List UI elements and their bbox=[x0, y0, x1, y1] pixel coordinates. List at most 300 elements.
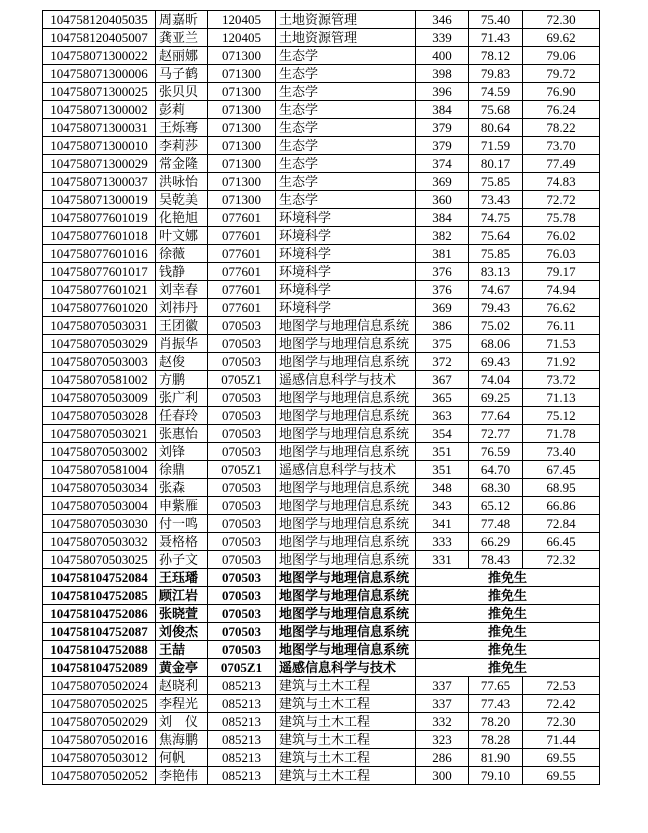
major-name-cell: 建筑与土木工程 bbox=[276, 677, 416, 695]
major-code-cell: 071300 bbox=[208, 65, 276, 83]
candidate-name-cell: 王烁骞 bbox=[156, 119, 208, 137]
major-name-cell: 建筑与土木工程 bbox=[276, 731, 416, 749]
major-code-cell: 070503 bbox=[208, 317, 276, 335]
retest-score-cell: 77.43 bbox=[469, 695, 523, 713]
candidate-id-cell: 104758104752089 bbox=[43, 659, 156, 677]
initial-score-cell: 348 bbox=[416, 479, 469, 497]
candidate-row bbox=[43, 173, 600, 191]
candidate-id-cell: 104758070503029 bbox=[43, 335, 156, 353]
major-code-cell: 071300 bbox=[208, 119, 276, 137]
candidate-name-cell: 吴乾美 bbox=[156, 191, 208, 209]
total-score-cell: 76.03 bbox=[523, 245, 600, 263]
candidate-name-cell: 李艳伟 bbox=[156, 767, 208, 785]
candidate-row bbox=[43, 83, 600, 101]
total-score-cell: 71.13 bbox=[523, 389, 600, 407]
candidate-id-cell: 104758071300022 bbox=[43, 47, 156, 65]
retest-score-cell: 71.59 bbox=[469, 137, 523, 155]
retest-score-cell: 80.17 bbox=[469, 155, 523, 173]
major-name-cell: 环境科学 bbox=[276, 227, 416, 245]
candidate-row bbox=[43, 731, 600, 749]
candidate-row bbox=[43, 227, 600, 245]
total-score-cell: 72.42 bbox=[523, 695, 600, 713]
retest-score-cell: 75.85 bbox=[469, 245, 523, 263]
total-score-cell: 73.40 bbox=[523, 443, 600, 461]
candidate-row bbox=[43, 713, 600, 731]
major-code-cell: 070503 bbox=[208, 353, 276, 371]
candidate-row bbox=[43, 677, 600, 695]
major-code-cell: 070503 bbox=[208, 587, 276, 605]
candidate-name-cell: 赵俊 bbox=[156, 353, 208, 371]
initial-score-cell: 365 bbox=[416, 389, 469, 407]
major-name-cell: 地图学与地理信息系统 bbox=[276, 353, 416, 371]
candidate-name-cell: 叶文娜 bbox=[156, 227, 208, 245]
candidate-name-cell: 付一鸣 bbox=[156, 515, 208, 533]
retest-score-cell: 75.02 bbox=[469, 317, 523, 335]
retest-score-cell: 77.65 bbox=[469, 677, 523, 695]
candidate-id-cell: 104758077601019 bbox=[43, 209, 156, 227]
major-code-cell: 070503 bbox=[208, 443, 276, 461]
candidate-id-cell: 104758070503032 bbox=[43, 533, 156, 551]
initial-score-cell: 333 bbox=[416, 533, 469, 551]
total-score-cell: 71.92 bbox=[523, 353, 600, 371]
initial-score-cell: 341 bbox=[416, 515, 469, 533]
candidate-name-cell: 刘祎丹 bbox=[156, 299, 208, 317]
initial-score-cell: 343 bbox=[416, 497, 469, 515]
major-code-cell: 071300 bbox=[208, 191, 276, 209]
candidate-name-cell: 赵丽娜 bbox=[156, 47, 208, 65]
major-code-cell: 085213 bbox=[208, 695, 276, 713]
candidate-row bbox=[43, 767, 600, 785]
candidate-name-cell: 焦海鹏 bbox=[156, 731, 208, 749]
candidate-id-cell: 104758070503002 bbox=[43, 443, 156, 461]
retest-score-cell: 79.83 bbox=[469, 65, 523, 83]
retest-score-cell: 78.20 bbox=[469, 713, 523, 731]
retest-score-cell: 81.90 bbox=[469, 749, 523, 767]
retest-score-cell: 74.75 bbox=[469, 209, 523, 227]
total-score-cell: 74.83 bbox=[523, 173, 600, 191]
candidate-id-cell: 104758070503030 bbox=[43, 515, 156, 533]
total-score-cell: 73.72 bbox=[523, 371, 600, 389]
major-code-cell: 085213 bbox=[208, 713, 276, 731]
major-name-cell: 生态学 bbox=[276, 101, 416, 119]
major-code-cell: 070503 bbox=[208, 623, 276, 641]
retest-score-cell: 77.48 bbox=[469, 515, 523, 533]
initial-score-cell: 369 bbox=[416, 299, 469, 317]
exempt-status-cell: 推免生 bbox=[416, 623, 600, 641]
candidate-id-cell: 104758104752086 bbox=[43, 605, 156, 623]
candidate-row bbox=[43, 299, 600, 317]
total-score-cell: 76.02 bbox=[523, 227, 600, 245]
major-code-cell: 071300 bbox=[208, 137, 276, 155]
major-name-cell: 地图学与地理信息系统 bbox=[276, 407, 416, 425]
initial-score-cell: 386 bbox=[416, 317, 469, 335]
candidate-id-cell: 104758070502052 bbox=[43, 767, 156, 785]
candidate-row bbox=[43, 443, 600, 461]
candidate-id-cell: 104758071300002 bbox=[43, 101, 156, 119]
exempt-candidate-row bbox=[43, 623, 600, 641]
major-name-cell: 地图学与地理信息系统 bbox=[276, 479, 416, 497]
initial-score-cell: 363 bbox=[416, 407, 469, 425]
exempt-status-cell: 推免生 bbox=[416, 587, 600, 605]
major-name-cell: 地图学与地理信息系统 bbox=[276, 335, 416, 353]
major-code-cell: 071300 bbox=[208, 101, 276, 119]
retest-score-cell: 80.64 bbox=[469, 119, 523, 137]
candidate-row bbox=[43, 245, 600, 263]
initial-score-cell: 360 bbox=[416, 191, 469, 209]
exempt-candidate-row bbox=[43, 641, 600, 659]
initial-score-cell: 400 bbox=[416, 47, 469, 65]
retest-score-cell: 73.43 bbox=[469, 191, 523, 209]
major-name-cell: 地图学与地理信息系统 bbox=[276, 587, 416, 605]
major-code-cell: 0705Z1 bbox=[208, 659, 276, 677]
candidate-id-cell: 104758071300037 bbox=[43, 173, 156, 191]
retest-score-cell: 69.25 bbox=[469, 389, 523, 407]
candidate-id-cell: 104758071300031 bbox=[43, 119, 156, 137]
exempt-candidate-row bbox=[43, 569, 600, 587]
retest-score-cell: 74.04 bbox=[469, 371, 523, 389]
initial-score-cell: 376 bbox=[416, 281, 469, 299]
candidate-id-cell: 104758070502016 bbox=[43, 731, 156, 749]
candidate-name-cell: 王团徽 bbox=[156, 317, 208, 335]
candidate-id-cell: 104758070503009 bbox=[43, 389, 156, 407]
candidate-name-cell: 张惠怡 bbox=[156, 425, 208, 443]
initial-score-cell: 381 bbox=[416, 245, 469, 263]
candidate-row bbox=[43, 497, 600, 515]
initial-score-cell: 369 bbox=[416, 173, 469, 191]
candidate-row bbox=[43, 461, 600, 479]
initial-score-cell: 398 bbox=[416, 65, 469, 83]
candidate-id-cell: 104758104752085 bbox=[43, 587, 156, 605]
candidate-name-cell: 刘锋 bbox=[156, 443, 208, 461]
total-score-cell: 72.30 bbox=[523, 11, 600, 29]
candidate-row bbox=[43, 371, 600, 389]
retest-score-cell: 66.29 bbox=[469, 533, 523, 551]
candidate-row bbox=[43, 695, 600, 713]
major-code-cell: 0705Z1 bbox=[208, 461, 276, 479]
retest-score-cell: 77.64 bbox=[469, 407, 523, 425]
retest-score-cell: 78.12 bbox=[469, 47, 523, 65]
total-score-cell: 68.95 bbox=[523, 479, 600, 497]
candidate-name-cell: 李莉莎 bbox=[156, 137, 208, 155]
retest-score-cell: 69.43 bbox=[469, 353, 523, 371]
major-name-cell: 建筑与土木工程 bbox=[276, 695, 416, 713]
exempt-candidate-row bbox=[43, 587, 600, 605]
candidate-row bbox=[43, 263, 600, 281]
retest-score-cell: 75.68 bbox=[469, 101, 523, 119]
initial-score-cell: 339 bbox=[416, 29, 469, 47]
candidate-id-cell: 104758070503025 bbox=[43, 551, 156, 569]
candidate-name-cell: 彭莉 bbox=[156, 101, 208, 119]
total-score-cell: 67.45 bbox=[523, 461, 600, 479]
initial-score-cell: 337 bbox=[416, 677, 469, 695]
candidate-id-cell: 104758077601020 bbox=[43, 299, 156, 317]
candidate-name-cell: 徐薇 bbox=[156, 245, 208, 263]
candidate-id-cell: 104758120405007 bbox=[43, 29, 156, 47]
major-name-cell: 环境科学 bbox=[276, 209, 416, 227]
candidate-name-cell: 张森 bbox=[156, 479, 208, 497]
total-score-cell: 75.78 bbox=[523, 209, 600, 227]
candidate-name-cell: 张广利 bbox=[156, 389, 208, 407]
candidate-row bbox=[43, 551, 600, 569]
candidate-name-cell: 赵晓利 bbox=[156, 677, 208, 695]
total-score-cell: 79.72 bbox=[523, 65, 600, 83]
candidate-id-cell: 104758070502024 bbox=[43, 677, 156, 695]
candidate-row bbox=[43, 335, 600, 353]
retest-score-cell: 68.30 bbox=[469, 479, 523, 497]
initial-score-cell: 375 bbox=[416, 335, 469, 353]
initial-score-cell: 396 bbox=[416, 83, 469, 101]
retest-score-cell: 68.06 bbox=[469, 335, 523, 353]
initial-score-cell: 379 bbox=[416, 137, 469, 155]
candidate-name-cell: 方鹏 bbox=[156, 371, 208, 389]
major-name-cell: 生态学 bbox=[276, 83, 416, 101]
major-name-cell: 遥感信息科学与技术 bbox=[276, 371, 416, 389]
candidate-name-cell: 钱静 bbox=[156, 263, 208, 281]
initial-score-cell: 351 bbox=[416, 461, 469, 479]
major-code-cell: 071300 bbox=[208, 173, 276, 191]
candidate-name-cell: 张晓萱 bbox=[156, 605, 208, 623]
retest-score-cell: 74.67 bbox=[469, 281, 523, 299]
candidate-row bbox=[43, 425, 600, 443]
major-code-cell: 070503 bbox=[208, 569, 276, 587]
candidate-name-cell: 常金隆 bbox=[156, 155, 208, 173]
major-code-cell: 0705Z1 bbox=[208, 371, 276, 389]
major-code-cell: 085213 bbox=[208, 731, 276, 749]
major-code-cell: 070503 bbox=[208, 389, 276, 407]
major-code-cell: 077601 bbox=[208, 281, 276, 299]
candidate-id-cell: 104758071300006 bbox=[43, 65, 156, 83]
major-code-cell: 070503 bbox=[208, 641, 276, 659]
retest-score-cell: 79.43 bbox=[469, 299, 523, 317]
major-name-cell: 地图学与地理信息系统 bbox=[276, 569, 416, 587]
initial-score-cell: 286 bbox=[416, 749, 469, 767]
candidate-row bbox=[43, 47, 600, 65]
major-name-cell: 建筑与土木工程 bbox=[276, 749, 416, 767]
candidate-name-cell: 肖振华 bbox=[156, 335, 208, 353]
candidate-id-cell: 104758077601017 bbox=[43, 263, 156, 281]
retest-score-cell: 74.59 bbox=[469, 83, 523, 101]
candidate-name-cell: 刘俊杰 bbox=[156, 623, 208, 641]
total-score-cell: 74.94 bbox=[523, 281, 600, 299]
initial-score-cell: 354 bbox=[416, 425, 469, 443]
candidate-id-cell: 104758077601021 bbox=[43, 281, 156, 299]
candidate-name-cell: 孙子文 bbox=[156, 551, 208, 569]
retest-score-cell: 64.70 bbox=[469, 461, 523, 479]
candidate-name-cell: 顾江岩 bbox=[156, 587, 208, 605]
total-score-cell: 66.45 bbox=[523, 533, 600, 551]
candidate-name-cell: 化艳旭 bbox=[156, 209, 208, 227]
exempt-status-cell: 推免生 bbox=[416, 569, 600, 587]
total-score-cell: 76.62 bbox=[523, 299, 600, 317]
candidate-id-cell: 104758104752088 bbox=[43, 641, 156, 659]
major-code-cell: 077601 bbox=[208, 245, 276, 263]
major-name-cell: 地图学与地理信息系统 bbox=[276, 497, 416, 515]
major-name-cell: 地图学与地理信息系统 bbox=[276, 425, 416, 443]
total-score-cell: 75.12 bbox=[523, 407, 600, 425]
initial-score-cell: 331 bbox=[416, 551, 469, 569]
candidate-name-cell: 任春玲 bbox=[156, 407, 208, 425]
major-name-cell: 生态学 bbox=[276, 155, 416, 173]
candidate-id-cell: 104758070503028 bbox=[43, 407, 156, 425]
major-code-cell: 070503 bbox=[208, 605, 276, 623]
exempt-candidate-row bbox=[43, 605, 600, 623]
candidate-row bbox=[43, 209, 600, 227]
major-code-cell: 120405 bbox=[208, 29, 276, 47]
major-name-cell: 地图学与地理信息系统 bbox=[276, 389, 416, 407]
major-code-cell: 071300 bbox=[208, 47, 276, 65]
retest-score-cell: 75.40 bbox=[469, 11, 523, 29]
total-score-cell: 71.78 bbox=[523, 425, 600, 443]
candidate-name-cell: 申紫雁 bbox=[156, 497, 208, 515]
major-code-cell: 077601 bbox=[208, 299, 276, 317]
candidate-row bbox=[43, 155, 600, 173]
initial-score-cell: 367 bbox=[416, 371, 469, 389]
total-score-cell: 69.55 bbox=[523, 767, 600, 785]
candidate-id-cell: 104758070503004 bbox=[43, 497, 156, 515]
total-score-cell: 73.70 bbox=[523, 137, 600, 155]
major-name-cell: 地图学与地理信息系统 bbox=[276, 443, 416, 461]
candidate-row bbox=[43, 317, 600, 335]
initial-score-cell: 384 bbox=[416, 101, 469, 119]
major-name-cell: 地图学与地理信息系统 bbox=[276, 551, 416, 569]
major-code-cell: 070503 bbox=[208, 479, 276, 497]
candidate-row bbox=[43, 389, 600, 407]
candidate-row bbox=[43, 191, 600, 209]
major-name-cell: 土地资源管理 bbox=[276, 29, 416, 47]
candidate-id-cell: 104758070503034 bbox=[43, 479, 156, 497]
major-code-cell: 070503 bbox=[208, 425, 276, 443]
major-code-cell: 077601 bbox=[208, 209, 276, 227]
retest-score-cell: 78.43 bbox=[469, 551, 523, 569]
major-name-cell: 土地资源管理 bbox=[276, 11, 416, 29]
total-score-cell: 72.30 bbox=[523, 713, 600, 731]
major-name-cell: 生态学 bbox=[276, 119, 416, 137]
exempt-status-cell: 推免生 bbox=[416, 659, 600, 677]
admission-results-table-container bbox=[42, 10, 600, 785]
candidate-id-cell: 104758071300010 bbox=[43, 137, 156, 155]
major-name-cell: 生态学 bbox=[276, 65, 416, 83]
candidate-name-cell: 马子鹤 bbox=[156, 65, 208, 83]
major-name-cell: 生态学 bbox=[276, 173, 416, 191]
major-code-cell: 077601 bbox=[208, 263, 276, 281]
candidate-name-cell: 洪咏怡 bbox=[156, 173, 208, 191]
major-name-cell: 地图学与地理信息系统 bbox=[276, 533, 416, 551]
exempt-status-cell: 推免生 bbox=[416, 641, 600, 659]
candidate-row bbox=[43, 11, 600, 29]
total-score-cell: 72.84 bbox=[523, 515, 600, 533]
candidate-name-cell: 何帆 bbox=[156, 749, 208, 767]
initial-score-cell: 382 bbox=[416, 227, 469, 245]
candidate-name-cell: 聂格格 bbox=[156, 533, 208, 551]
major-name-cell: 建筑与土木工程 bbox=[276, 713, 416, 731]
major-name-cell: 生态学 bbox=[276, 191, 416, 209]
candidate-id-cell: 104758104752087 bbox=[43, 623, 156, 641]
major-name-cell: 地图学与地理信息系统 bbox=[276, 317, 416, 335]
retest-score-cell: 72.77 bbox=[469, 425, 523, 443]
initial-score-cell: 323 bbox=[416, 731, 469, 749]
total-score-cell: 72.53 bbox=[523, 677, 600, 695]
retest-score-cell: 83.13 bbox=[469, 263, 523, 281]
candidate-id-cell: 104758104752084 bbox=[43, 569, 156, 587]
candidate-id-cell: 104758070503021 bbox=[43, 425, 156, 443]
initial-score-cell: 379 bbox=[416, 119, 469, 137]
total-score-cell: 71.53 bbox=[523, 335, 600, 353]
major-code-cell: 085213 bbox=[208, 749, 276, 767]
total-score-cell: 72.72 bbox=[523, 191, 600, 209]
candidate-id-cell: 104758070503012 bbox=[43, 749, 156, 767]
major-code-cell: 070503 bbox=[208, 497, 276, 515]
retest-score-cell: 79.10 bbox=[469, 767, 523, 785]
candidate-name-cell: 周嘉昕 bbox=[156, 11, 208, 29]
retest-score-cell: 78.28 bbox=[469, 731, 523, 749]
total-score-cell: 72.32 bbox=[523, 551, 600, 569]
total-score-cell: 78.22 bbox=[523, 119, 600, 137]
major-code-cell: 071300 bbox=[208, 155, 276, 173]
candidate-name-cell: 李程光 bbox=[156, 695, 208, 713]
candidate-row bbox=[43, 749, 600, 767]
retest-score-cell: 71.43 bbox=[469, 29, 523, 47]
candidate-name-cell: 刘幸春 bbox=[156, 281, 208, 299]
initial-score-cell: 337 bbox=[416, 695, 469, 713]
total-score-cell: 76.90 bbox=[523, 83, 600, 101]
major-code-cell: 077601 bbox=[208, 227, 276, 245]
candidate-name-cell: 龚亚兰 bbox=[156, 29, 208, 47]
major-name-cell: 生态学 bbox=[276, 47, 416, 65]
major-code-cell: 070503 bbox=[208, 407, 276, 425]
major-name-cell: 生态学 bbox=[276, 137, 416, 155]
candidate-row bbox=[43, 137, 600, 155]
candidate-row bbox=[43, 407, 600, 425]
candidate-name-cell: 王喆 bbox=[156, 641, 208, 659]
candidate-id-cell: 104758120405035 bbox=[43, 11, 156, 29]
candidate-name-cell: 徐鼎 bbox=[156, 461, 208, 479]
major-code-cell: 070503 bbox=[208, 533, 276, 551]
major-code-cell: 085213 bbox=[208, 677, 276, 695]
candidate-id-cell: 104758070502025 bbox=[43, 695, 156, 713]
total-score-cell: 71.44 bbox=[523, 731, 600, 749]
major-name-cell: 建筑与土木工程 bbox=[276, 767, 416, 785]
total-score-cell: 69.55 bbox=[523, 749, 600, 767]
candidate-row bbox=[43, 65, 600, 83]
candidate-row bbox=[43, 101, 600, 119]
major-name-cell: 地图学与地理信息系统 bbox=[276, 623, 416, 641]
major-name-cell: 地图学与地理信息系统 bbox=[276, 515, 416, 533]
initial-score-cell: 376 bbox=[416, 263, 469, 281]
major-name-cell: 环境科学 bbox=[276, 281, 416, 299]
candidate-row bbox=[43, 533, 600, 551]
candidate-name-cell: 刘 仪 bbox=[156, 713, 208, 731]
candidate-row bbox=[43, 281, 600, 299]
major-name-cell: 地图学与地理信息系统 bbox=[276, 641, 416, 659]
major-code-cell: 070503 bbox=[208, 551, 276, 569]
candidate-id-cell: 104758077601016 bbox=[43, 245, 156, 263]
retest-score-cell: 65.12 bbox=[469, 497, 523, 515]
candidate-row bbox=[43, 353, 600, 371]
major-code-cell: 071300 bbox=[208, 83, 276, 101]
candidate-name-cell: 张贝贝 bbox=[156, 83, 208, 101]
total-score-cell: 66.86 bbox=[523, 497, 600, 515]
initial-score-cell: 351 bbox=[416, 443, 469, 461]
major-code-cell: 070503 bbox=[208, 515, 276, 533]
candidate-id-cell: 104758077601018 bbox=[43, 227, 156, 245]
major-name-cell: 遥感信息科学与技术 bbox=[276, 659, 416, 677]
total-score-cell: 76.24 bbox=[523, 101, 600, 119]
candidate-id-cell: 104758070503003 bbox=[43, 353, 156, 371]
initial-score-cell: 374 bbox=[416, 155, 469, 173]
retest-score-cell: 75.85 bbox=[469, 173, 523, 191]
candidate-row bbox=[43, 29, 600, 47]
candidate-id-cell: 104758071300029 bbox=[43, 155, 156, 173]
